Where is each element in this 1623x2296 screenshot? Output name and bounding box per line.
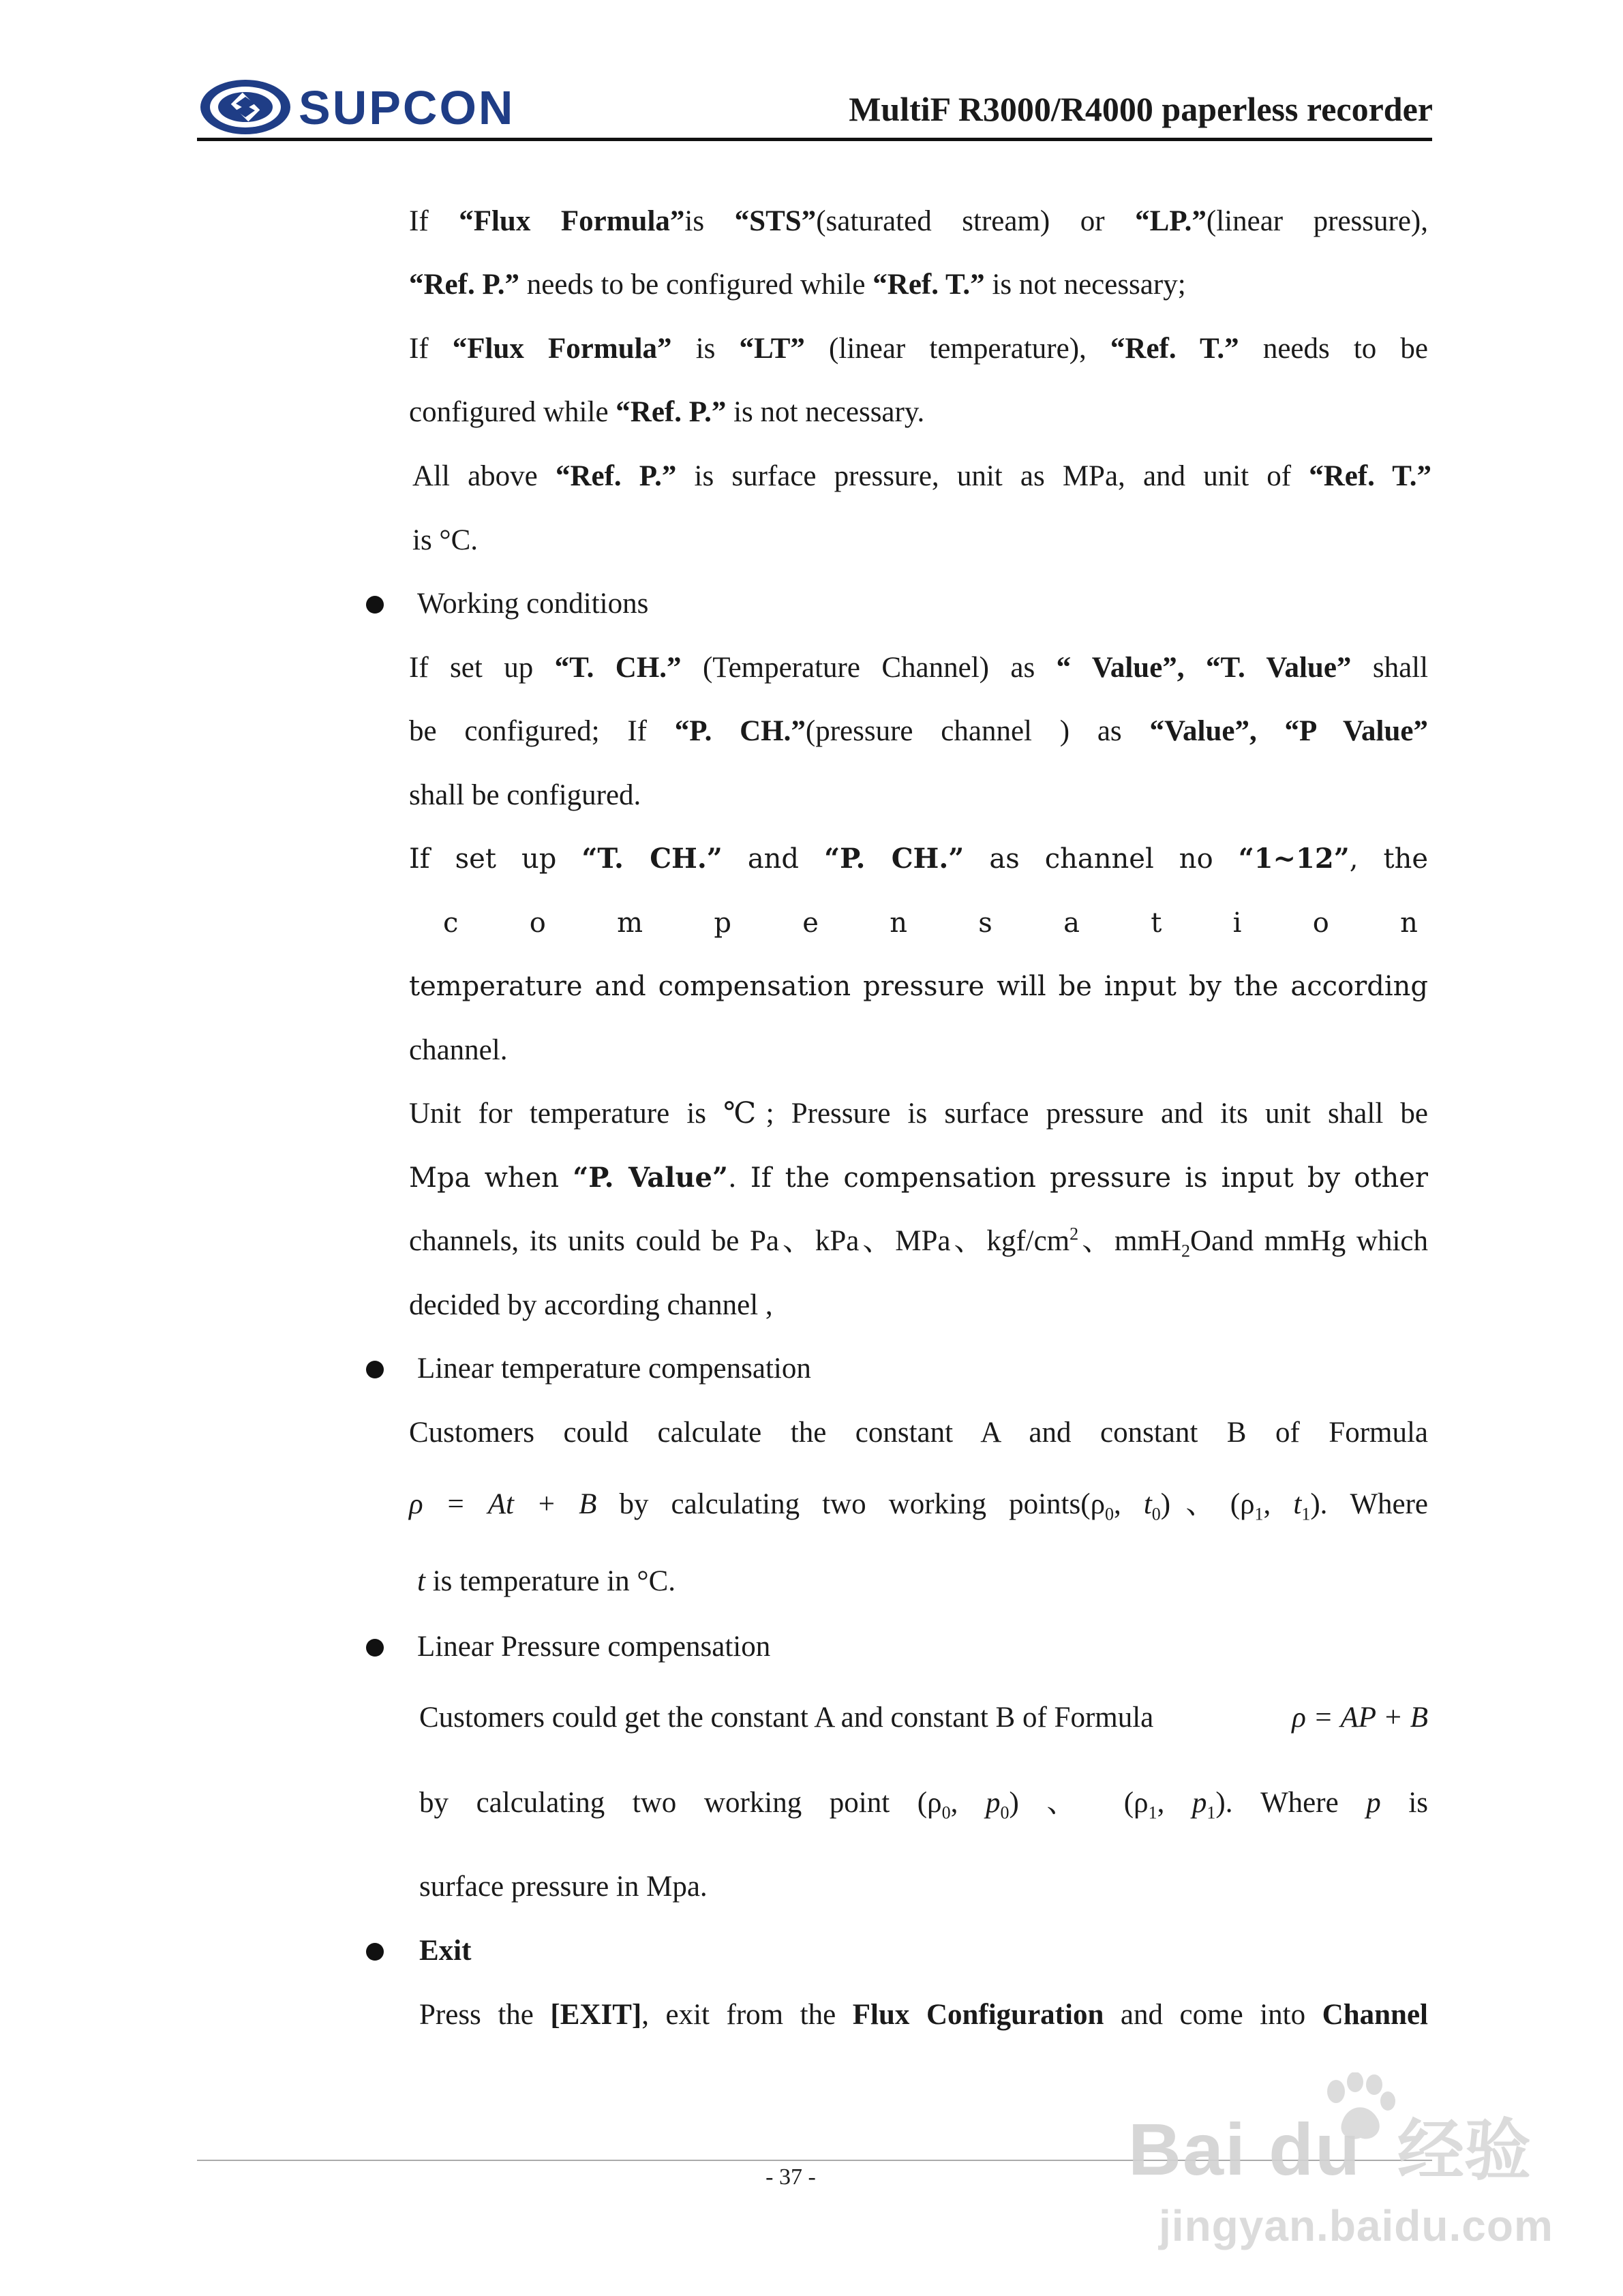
para-temp-channel-value: If set up “T. CH.” (Temperature Channel) as “ Value”, “T. Value” shall xyxy=(409,652,1429,684)
bullet-working-conditions xyxy=(366,596,384,614)
para-lp-working-points: by calculating two working point ($\rho_0$, $p_0$) 、 ($\rho_1$, $p_1$). Where p is xyxy=(419,1787,1429,1823)
para-channel: channel. xyxy=(409,1034,508,1066)
brand-name: SUPCON xyxy=(299,81,515,134)
header-divider xyxy=(197,138,1432,141)
heading-linear-temperature-compensation: Linear temperature compensation xyxy=(417,1353,811,1385)
para-mpa-when: Mpa when “P. Value”. If the compensation pressure is input by other xyxy=(409,1162,1429,1194)
para-flux-formula-sts-cont: “Ref. P.” needs to be configured while “Ref. T.” is not necessary; xyxy=(409,269,1186,301)
para-channel-number: If set up “T. CH.” and “P. CH.” as channel no “1~12”, the xyxy=(409,843,1429,875)
bullet-linear-pressure xyxy=(366,1639,384,1657)
para-lt-working-points: ρ = At + B by calculating two working $points(\rho_0$, $t_0$)、($\rho_1$, $t_1$). Where xyxy=(409,1488,1429,1524)
para-unit-temperature: Unit for temperature is ℃; Pressure is surface pressure and its unit shall be xyxy=(409,1098,1428,1130)
heading-linear-pressure-compensation: Linear Pressure compensation xyxy=(417,1631,771,1663)
formula-linear-temperature: ρ = At + B xyxy=(409,1488,597,1520)
para-pressure-units: channels, its units could be Pa、kPa、MPa、kgf/$cm^2$、mmH$_2$Oand mmHg which xyxy=(409,1224,1429,1261)
page-number: - 37 - xyxy=(765,2164,816,2190)
para-pressure-channel-value: be configured; If “P. CH.”(pressure channel ) as “Value”, “P Value” xyxy=(409,715,1428,747)
para-lp-constants: Customers could get the constant A and constant B of Formula ρ = AP + B xyxy=(419,1697,1428,1738)
para-flux-formula-lt: If “Flux Formula” is “LT” (linear temperature), “Ref. T.” needs to be xyxy=(409,333,1428,365)
formula-linear-pressure: ρ = AP + B xyxy=(1292,1702,1428,1734)
document-title: MultiF R3000/R4000 paperless recorder xyxy=(849,90,1433,128)
para-decided-by-channel: decided by according channel , xyxy=(409,1289,773,1321)
para-ref-units-cont: is °C. xyxy=(412,524,479,556)
supcon-logo-icon xyxy=(198,76,293,138)
watermark-url: jingyan.baidu.com xyxy=(1159,2201,1553,2250)
para-lt-constants: Customers could calculate the constant A and constant B of Formula xyxy=(409,1417,1428,1449)
para-exit-instructions: Press the [EXIT], exit from the Flux Configuration and come into Channel xyxy=(419,1999,1428,2031)
para-flux-formula-sts: If “Flux Formula”is “STS”(saturated stream) or “LP.”(linear pressure), xyxy=(409,205,1428,237)
para-ref-units: All above “Ref. P.” is surface pressure, unit as MPa, and unit of “Ref. T.” xyxy=(412,460,1432,492)
heading-working-conditions: Working conditions xyxy=(417,588,649,620)
watermark-logo-text: Bai du xyxy=(1128,2108,1362,2190)
heading-exit: Exit xyxy=(419,1935,472,1967)
para-compensation-input: temperature and compensation pressure will be input by the according xyxy=(409,971,1428,1002)
spaced-word-compensation: c o m p e n s a t i o n xyxy=(443,907,1418,939)
bullet-exit xyxy=(366,1943,384,1961)
bullet-linear-temperature xyxy=(366,1361,384,1378)
para-lp-surface-pressure: surface pressure in Mpa. xyxy=(419,1871,708,1903)
watermark-cn-text: 经验 xyxy=(1397,2112,1532,2190)
para-lt-where: t is temperature in °C. xyxy=(417,1565,676,1597)
para-flux-formula-lt-cont: configured while “Ref. P.” is not necessary. xyxy=(409,396,925,428)
para-shall-be-configured: shall be configured. xyxy=(409,779,641,811)
